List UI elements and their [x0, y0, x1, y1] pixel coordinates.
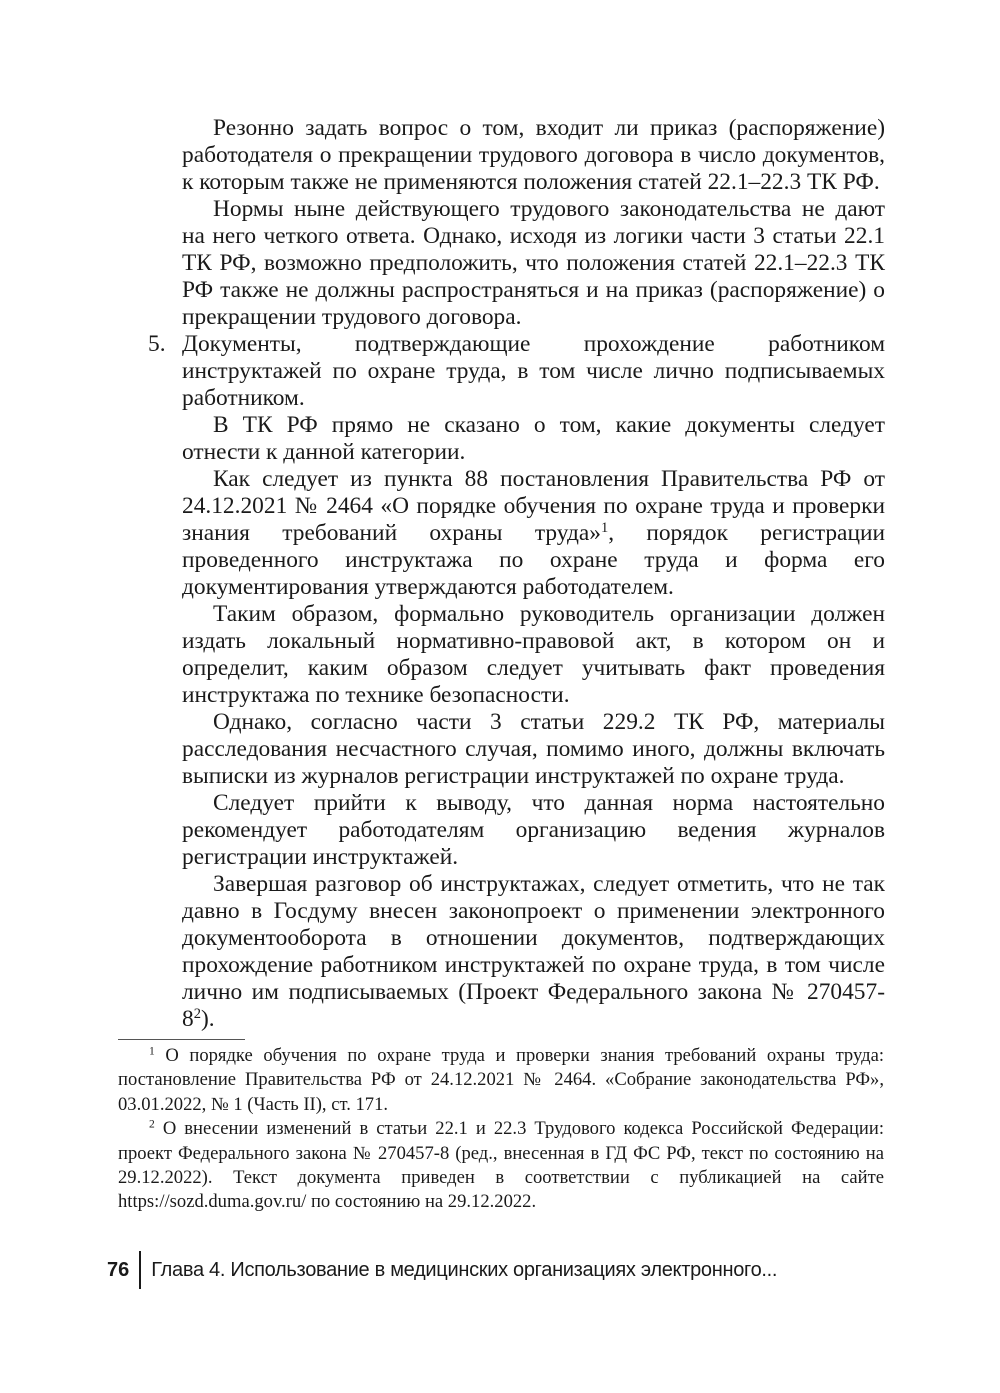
paragraph-text: Завершая разговор об инструктажах, следует отметить, что не так давно в Госдуму внесен законопроект о применении электронного документооборота в отношении документов, подтверждающих прохождение работником инструктажей по охране труда, в том числе лично им подписываемых (Проект Федерального закона № 270457-8	[182, 871, 885, 1032]
list-number: 5.	[148, 331, 166, 357]
main-text	[148, 115, 885, 1033]
paragraph-text: , порядок регистрации проведенного инструктажа по охране труда и форма его документирования утверждаются работодателем.	[182, 520, 885, 600]
footnote-text: О внесении изменений в статьи 22.1 и 22.3 Трудового кодекса Российской Федерации: проект Федерального закона № 270457-8 (ред., внесенная в ГД ФС РФ, текст по состоянию на 29.12.2022). Текст документа приведен в соответствии с публикацией на сайте https://sozd.duma.gov.ru/ по состоянию на 29.12.2022.	[118, 1118, 884, 1213]
footnote	[118, 1117, 884, 1215]
paragraph-with-footnote	[182, 871, 885, 1033]
paragraph: В ТК РФ прямо не сказано о том, какие документы следует отнести к данной категории.	[182, 412, 885, 465]
paragraph: Таким образом, формально руководитель организации должен издать локальный нормативно-правовой акт, в котором он и определит, каким образом следует учитывать факт проведения инструктажа по технике безопасности.	[182, 601, 885, 708]
footnote-ref[interactable]: 2	[193, 1006, 201, 1023]
footer-divider	[139, 1251, 141, 1289]
footnotes	[118, 1044, 884, 1215]
page-number: 76	[107, 1258, 130, 1281]
footnote-ref[interactable]: 1	[600, 520, 609, 537]
paragraph: Однако, согласно части 3 статьи 229.2 ТК РФ, материалы расследования несчастного случая, помимо иного, должны включать выписки из журналов регистрации инструктажей по охране труда.	[182, 709, 885, 789]
list-item-text: Документы, подтверждающие прохождение работником инструктажей по охране труда, в том числе лично подписываемых работником.	[182, 331, 885, 411]
chapter-title: Глава 4. Использование в медицинских организациях электронного...	[151, 1258, 778, 1281]
footnote-mark: 1	[149, 1045, 155, 1058]
list-item	[148, 331, 885, 412]
footnote-mark: 2	[149, 1118, 155, 1131]
paragraph: Следует прийти к выводу, что данная норма настоятельно рекомендует работодателям организацию ведения журналов регистрации инструктажей.	[182, 790, 885, 870]
running-footer	[107, 1250, 777, 1290]
footnote-divider	[118, 1039, 245, 1040]
paragraph-with-footnote	[182, 466, 885, 601]
paragraph: Резонно задать вопрос о том, входит ли приказ (распоряжение) работодателя о прекращении трудового договора в число документов, к которым также не применяются положения статей 22.1–22.3 ТК РФ.	[182, 115, 885, 195]
paragraph-text: Как следует из пункта 88 постановления Правительства РФ от 24.12.2021 № 2464 «О порядке обучения по охране труда и проверки знания требований охраны труда»	[182, 466, 885, 546]
footnote-text: О порядке обучения по охране труда и проверки знания требований охраны труда: постановление Правительства РФ от 24.12.2021 № 2464. «Собрание законодательства РФ», 03.01.2022, № 1 (Часть II), ст. 171.	[118, 1045, 884, 1115]
footnote	[118, 1044, 884, 1117]
paragraph-text: ).	[200, 1006, 215, 1032]
paragraph: Нормы ныне действующего трудового законодательства не дают на него четкого ответа. Однако, исходя из логики части 3 статьи 22.1 ТК РФ, возможно предположить, что положения статей 22.1–22.3 ТК РФ также не должны распространяться и на приказ (распоряжение) о прекращении трудового договора.	[182, 196, 885, 330]
